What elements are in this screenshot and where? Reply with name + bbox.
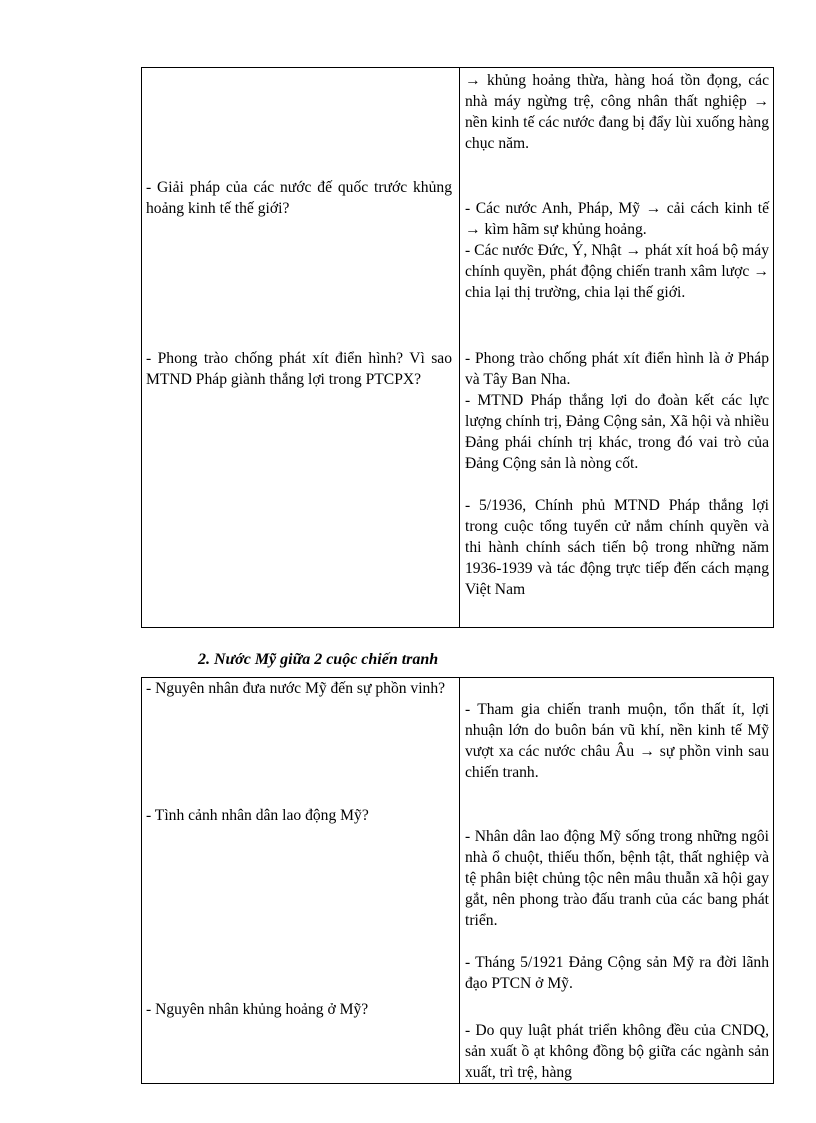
table-1 [141,67,774,628]
table2-a2b: - Tháng 5/1921 Đảng Cộng sản Mỹ ra đời lãnh đạo PTCN ở Mỹ. [465,954,769,992]
table1-r2-left: - Giải pháp của các nước đế quốc trước khủng hoảng kinh tế thế giới? [146,179,452,217]
table2-a1: - Tham gia chiến tranh muộn, tổn thất ít, lợi nhuận lớn do buôn bán vũ khí, nền kinh tế Mỹ vượt xa các nước châu Âu → sự phồn vinh sau chiến tranh. [465,701,769,781]
table2-a3: - Do quy luật phát triển không đều của CNDQ, sản xuất ồ ạt không đồng bộ giữa các ngành sản xuất, trì trệ, hàng [465,1022,769,1081]
table1-r2-right-b: - Các nước Đức, Ý, Nhật → phát xít hoá bộ máy chính quyền, phát động chiến tranh xâm lược → chia lại thị trường, chia lại thế giới. [465,242,769,301]
table2-q3: - Nguyên nhân khủng hoảng ở Mỹ? [146,1001,369,1018]
table2-q2: - Tình cảnh nhân dân lao động Mỹ? [146,807,369,824]
table2-q1: - Nguyên nhân đưa nước Mỹ đến sự phồn vinh? [146,680,446,697]
table2-a2a: - Nhân dân lao động Mỹ sống trong những ngôi nhà ổ chuột, thiếu thốn, bệnh tật, thất nghiệp và tệ phân biệt chủng tộc nên mâu thuẫn xã hội gay gắt, nên phong trào đấu tranh của các bang phát triển. [465,828,769,929]
table-2 [141,677,774,1084]
table1-r2-right-a: - Các nước Anh, Pháp, Mỹ → cải cách kinh tế → kìm hãm sự khủng hoảng. [465,200,769,238]
table1-r3-right-c: - 5/1936, Chính phủ MTND Pháp thắng lợi trong cuộc tổng tuyển cử nắm chính quyền và thi hành chính sách tiến bộ trong những năm 1936-1939 và tác động trực tiếp đến cách mạng Việt Nam [465,497,769,598]
table1-r3-right-b: - MTND Pháp thắng lợi do đoàn kết các lực lượng chính trị, Đảng Cộng sản, Xã hội và nhiều Đảng phái chính trị khác, trong đó vai trò của Đảng Cộng sản là nòng cốt. [465,392,769,472]
table1-r3-left: - Phong trào chống phát xít điển hình? Vì sao MTND Pháp giành thắng lợi trong PTCPX? [146,350,452,388]
table1-r1-right: → khủng hoảng thừa, hàng hoá tồn đọng, các nhà máy ngừng trệ, công nhân thất nghiệp → nền kinh tế các nước đang bị đẩy lùi xuống hàng chục năm. [465,72,769,152]
table1-r3-right-a: - Phong trào chống phát xít điển hình là ở Pháp và Tây Ban Nha. [465,350,769,388]
column-divider [459,68,460,627]
column-divider [459,678,460,1083]
section-2-heading: 2. Nước Mỹ giữa 2 cuộc chiến tranh [198,651,439,668]
